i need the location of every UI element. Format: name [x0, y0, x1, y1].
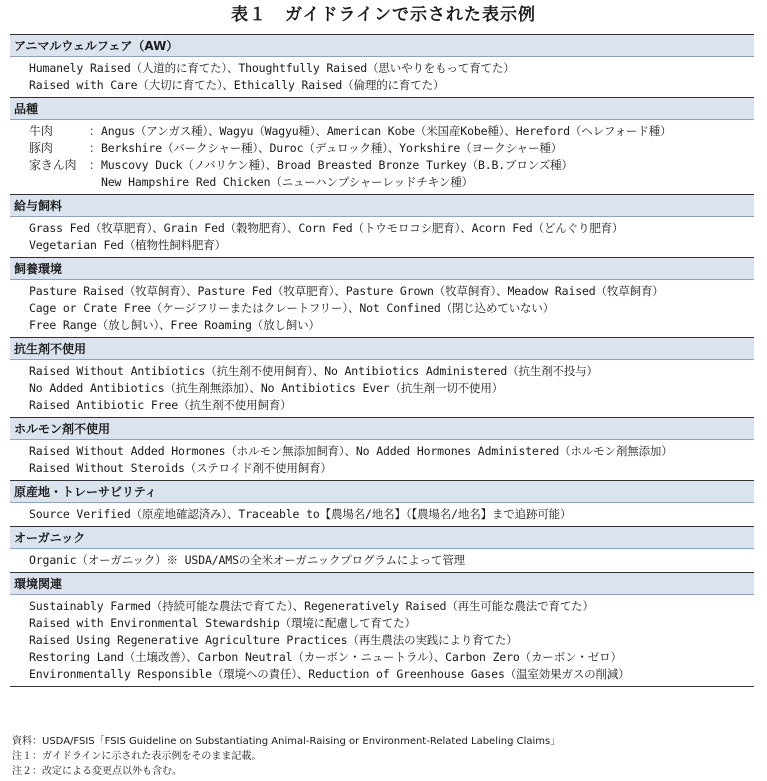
list-item: Cage or Crate Free（ケージフリーまたはクレートフリー）、Not Confined（閉じ込めていない） [29, 301, 555, 315]
section-header: 飼養環境 [10, 258, 754, 280]
breed-colon: ： [89, 124, 101, 138]
breed-row-poultry-continued [29, 174, 754, 191]
list-item: Sustainably Farmed（持続可能な農法で育てた）、Regeneratively Raised（再生可能な農法で育てた） [29, 599, 594, 613]
section-body [10, 120, 754, 195]
list-item: Environmentally Responsible（環境への責任）、Reduction of Greenhouse Gases（温室効果ガスの削減） [29, 667, 630, 681]
breed-value: Berkshire（バークシャー種）、Duroc（デュロック種）、Yorkshire（ヨークシャー種） [101, 141, 563, 155]
breed-colon: ： [89, 158, 101, 172]
section-header: 品種 [10, 98, 754, 120]
list-item: Raised with Care（大切に育てた）、Ethically Raised（倫理的に育てた） [29, 78, 445, 92]
table-title: 表１ ガイドラインで示された表示例 [231, 5, 536, 25]
section-body [10, 360, 754, 418]
section-header: 抗生剤不使用 [10, 338, 754, 360]
list-item: No Added Antibiotics（抗生剤無添加）、No Antibiotics Ever（抗生剤一切不使用） [29, 381, 504, 395]
list-item: Raised Antibiotic Free（抗生剤不使用飼育） [29, 398, 292, 412]
label-examples-table [10, 34, 754, 687]
breed-label: 豚肉 [29, 141, 53, 155]
footnote-1: 注１：ガイドラインに示された表示例をそのまま記載。 [12, 751, 262, 762]
breed-label: 牛肉 [29, 124, 53, 138]
list-item: Raised Without Steroids（ステロイド剤不使用飼育） [29, 461, 332, 475]
source-note: 資料：USDA/FSIS「FSIS Guideline on Substantiating Animal-Raising or Environment-Related Labeling Claims」 [12, 736, 561, 747]
section-body [10, 440, 754, 481]
section-feed [10, 195, 754, 258]
list-item: Raised Without Antibiotics（抗生剤不使用飼育）、No Antibiotics Administered（抗生剤不投与） [29, 364, 598, 378]
breed-row-poultry [29, 157, 754, 174]
breed-row-pork [29, 140, 754, 157]
section-header: オーガニック [10, 527, 754, 549]
breed-colon: ： [89, 141, 101, 155]
section-header: 原産地・トレーサビリティ [10, 481, 754, 503]
section-body [10, 57, 754, 98]
section-antibiotics [10, 338, 754, 418]
section-header: 給与飼料 [10, 195, 754, 217]
list-item: Organic（オーガニック）※ USDA/AMSの全米オーガニックプログラムによって管理 [29, 553, 466, 567]
list-item: Free Range（放し飼い）、Free Roaming（放し飼い） [29, 318, 320, 332]
list-item: Raised Without Added Hormones（ホルモン無添加飼育）、No Added Hormones Administered（ホルモン剤無添加） [29, 444, 673, 458]
section-hormones [10, 418, 754, 481]
section-body [10, 217, 754, 258]
breed-value: New Hampshire Red Chicken（ニューハンプシャーレッドチキン種） [101, 175, 473, 189]
list-item: Pasture Raised（牧草飼育）、Pasture Fed（牧草肥育）、Pasture Grown（牧草飼育）、Meadow Raised（牧草飼育） [29, 284, 664, 298]
breed-label: 家きん肉 [29, 158, 77, 172]
section-header: ホルモン剤不使用 [10, 418, 754, 440]
list-item: Vegetarian Fed（植物性飼料肥育） [29, 238, 226, 252]
list-item: Humanely Raised（人道的に育てた）、Thoughtfully Raised（思いやりをもって育てた） [29, 61, 515, 75]
section-breed [10, 98, 754, 195]
list-item: Raised Using Regenerative Agriculture Practices（再生農法の実践により育てた） [29, 633, 518, 647]
section-environment [10, 573, 754, 687]
section-husbandry [10, 258, 754, 338]
section-organic [10, 527, 754, 573]
section-body [10, 503, 754, 527]
section-body [10, 595, 754, 687]
list-item: Source Verified（原産地確認済み）、Traceable to【農場名/地名】（【農場名/地名】まで追跡可能） [29, 507, 572, 521]
breed-row-beef [29, 123, 754, 140]
table-notes [12, 734, 560, 779]
section-header: 環境関連 [10, 573, 754, 595]
breed-value: Muscovy Duck（ノバリケン種）、Broad Breasted Bronze Turkey（B.B.ブロンズ種） [101, 158, 573, 172]
section-animal-welfare [10, 35, 754, 98]
footnote-2: 注２：改定による変更点以外も含む。 [12, 766, 182, 777]
section-body [10, 280, 754, 338]
breed-value: Angus（アンガス種）、Wagyu（Wagyu種）、American Kobe（米国産Kobe種）、Hereford（ヘレフォード種） [101, 124, 672, 138]
list-item: Restoring Land（土壌改善）、Carbon Neutral（カーボン・ニュートラル）、Carbon Zero（カーボン・ゼロ） [29, 650, 622, 664]
section-traceability [10, 481, 754, 527]
list-item: Raised with Environmental Stewardship（環境に配慮して育てた） [29, 616, 416, 630]
section-body [10, 549, 754, 573]
list-item: Grass Fed（牧草肥育）、Grain Fed（穀物肥育）、Corn Fed（トウモロコシ肥育）、Acorn Fed（どんぐり肥育） [29, 221, 624, 235]
section-header: アニマルウェルフェア（AW） [10, 35, 754, 57]
